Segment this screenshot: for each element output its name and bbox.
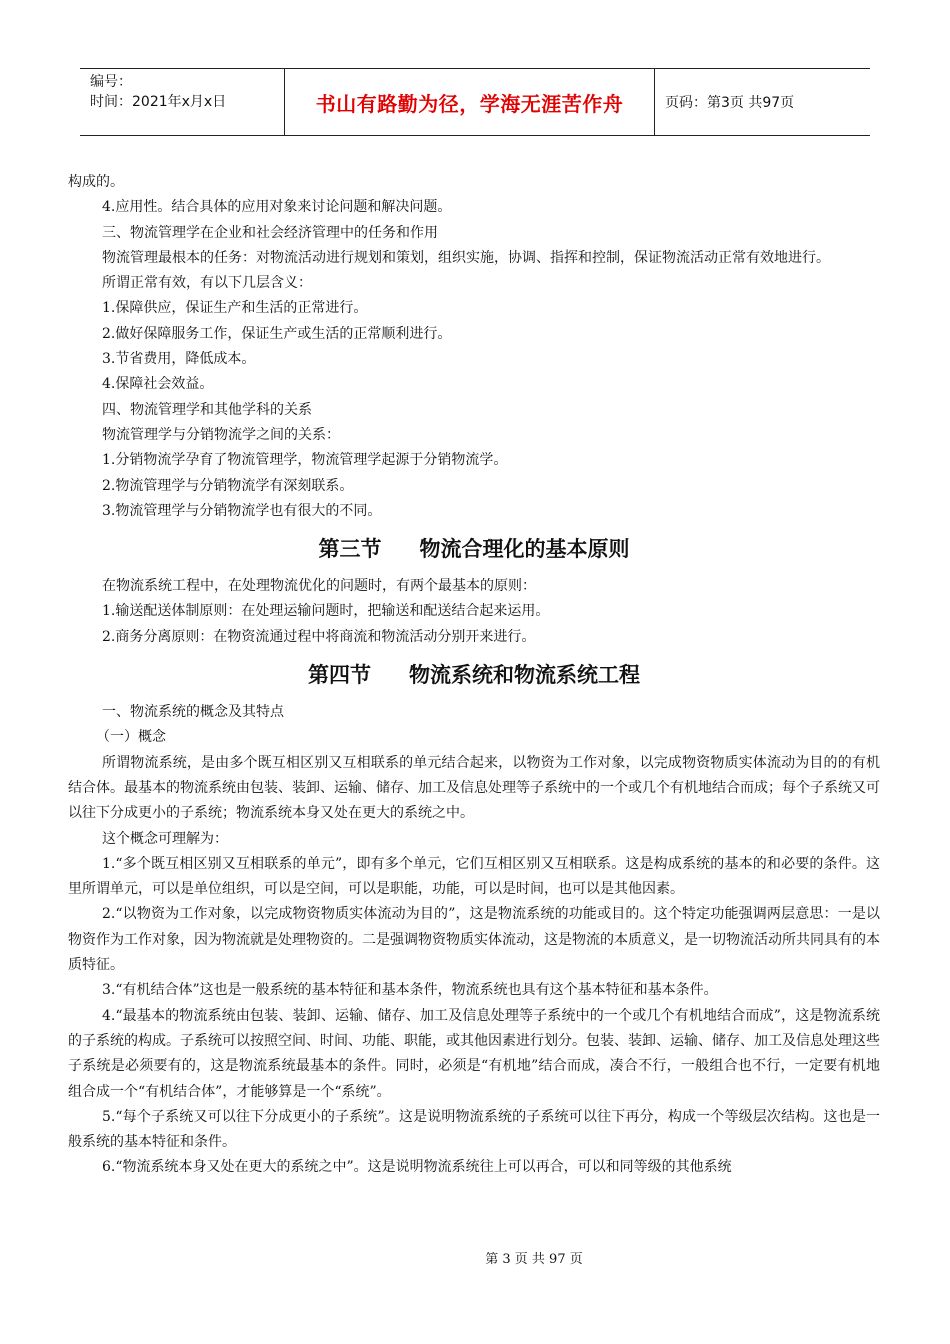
- paragraph: 物流管理最根本的任务：对物流活动进行规划和策划，组织实施，协调、指挥和控制，保证物流活动正常有效地进行。: [102, 249, 830, 266]
- list-item: 1.分销物流学孕育了物流管理学，物流管理学起源于分销物流学。: [102, 452, 508, 469]
- list-item: 2.物流管理学与分销物流学有深刻联系。: [102, 477, 354, 494]
- list-item: 3.节省费用，降低成本。: [102, 351, 256, 368]
- list-item: 2.商务分离原则：在物资流通过程中将商流和物流活动分别开来进行。: [102, 628, 536, 645]
- paragraph: 所谓正常有效，有以下几层含义：: [102, 275, 312, 292]
- list-item: 4.保障社会效益。: [102, 376, 214, 393]
- heading-3: 三、物流管理学在企业和社会经济管理中的任务和作用: [102, 224, 438, 241]
- list-item: 3.“有机结合体”这也是一般系统的基本特征和基本条件，物流系统也具有这个基本特征和基本条件。: [102, 982, 718, 999]
- section-4-number: 第四节: [308, 663, 371, 688]
- header-motto: 书山有路勤为径，学海无涯苦作舟: [285, 69, 655, 135]
- paragraph: 4.应用性。结合具体的应用对象来讨论问题和解决问题。: [102, 199, 452, 216]
- heading-4: 四、物流管理学和其他学科的关系: [102, 401, 312, 418]
- page-header-table: [80, 68, 870, 136]
- section-3-number: 第三节: [318, 537, 382, 562]
- list-item: 1.输送配送体制原则：在处理运输问题时，把输送和配送结合起来运用。: [102, 603, 550, 620]
- section-4-heading: 物流系统和物流系统工程: [409, 663, 640, 688]
- footer-page-number: 第 3 页 共 97 页: [485, 1252, 583, 1267]
- section-4-title: [68, 650, 880, 700]
- paragraph: 构成的。: [68, 174, 124, 190]
- paragraph: 这个概念可理解为：: [102, 830, 228, 847]
- header-left-cell: [80, 69, 285, 135]
- list-item: 4.“最基本的物流系统由包装、装卸、运输、储存、加工及信息处理等子系统中的一个或几个有机地结合而成”，这是物流系统的子系统的构成。子系统可以按照空间、时间、功能、职能，或其他因素进行划分。包装、装卸、运输、储存、加工及信息处理这些子系统是必须要有的，这是物流系统最基本的条件。同时，必须是“有机地”结合而成，凑合不行，一般组合也不行，一定要有机地组合成一个“有机结合体”，才能够算是一个“系统”。: [68, 1007, 880, 1100]
- list-item: 1.保障供应，保证生产和生活的正常进行。: [102, 300, 368, 317]
- list-item: 6.“物流系统本身又处在更大的系统之中”。这是说明物流系统往上可以再合，可以和同等级的其他系统: [102, 1159, 732, 1176]
- paragraph: 物流管理学与分销物流学之间的关系：: [102, 426, 340, 443]
- list-item: 3.物流管理学与分销物流学也有很大的不同。: [102, 502, 382, 519]
- subheading: （一）概念: [96, 729, 166, 746]
- list-item: 1.“多个既互相区别又互相联系的单元”，即有多个单元，它们互相区别又互相联系。这是构成系统的基本的和必要的条件。这里所谓单元，可以是单位组织，可以是空间，可以是职能，功能，可以是时间，也可以是其他因素。: [68, 855, 880, 898]
- list-item: 5.“每个子系统又可以往下分成更小的子系统”。这是说明物流系统的子系统可以往下再分，构成一个等级层次结构。这也是一般系统的基本特征和条件。: [68, 1108, 880, 1151]
- heading-1: 一、物流系统的概念及其特点: [102, 704, 284, 721]
- section-3-heading: 物流合理化的基本原则: [419, 537, 630, 562]
- document-body: [68, 170, 880, 1181]
- serial-number-label: 编号：: [90, 74, 132, 90]
- page-footer: [0, 1248, 950, 1267]
- section-3-title: [68, 524, 880, 574]
- date-label: 时间：2021年x月x日: [90, 94, 227, 110]
- list-item: 2.“以物资为工作对象，以完成物资物质实体流动为目的”，这是物流系统的功能或目的。这个特定功能强调两层意思：一是以物资作为工作对象，因为物流就是处理物资的。二是强调物资物质实体流动，这是物流的本质意义，是一切物流活动所共同具有的本质特征。: [68, 906, 880, 974]
- paragraph: 所谓物流系统，是由多个既互相区别又互相联系的单元结合起来，以物资为工作对象，以完成物资物质实体流动为目的的有机结合体。最基本的物流系统由包装、装卸、运输、储存、加工及信息处理等子系统中的一个或几个有机地结合而成；每个子系统又可以往下分成更小的子系统；物流系统本身又处在更大的系统之中。: [68, 754, 880, 822]
- list-item: 2.做好保障服务工作，保证生产或生活的正常顺利进行。: [102, 325, 452, 342]
- paragraph: 在物流系统工程中，在处理物流优化的问题时，有两个最基本的原则：: [102, 578, 536, 595]
- header-page-number: 页码：第3页 共97页: [665, 95, 795, 111]
